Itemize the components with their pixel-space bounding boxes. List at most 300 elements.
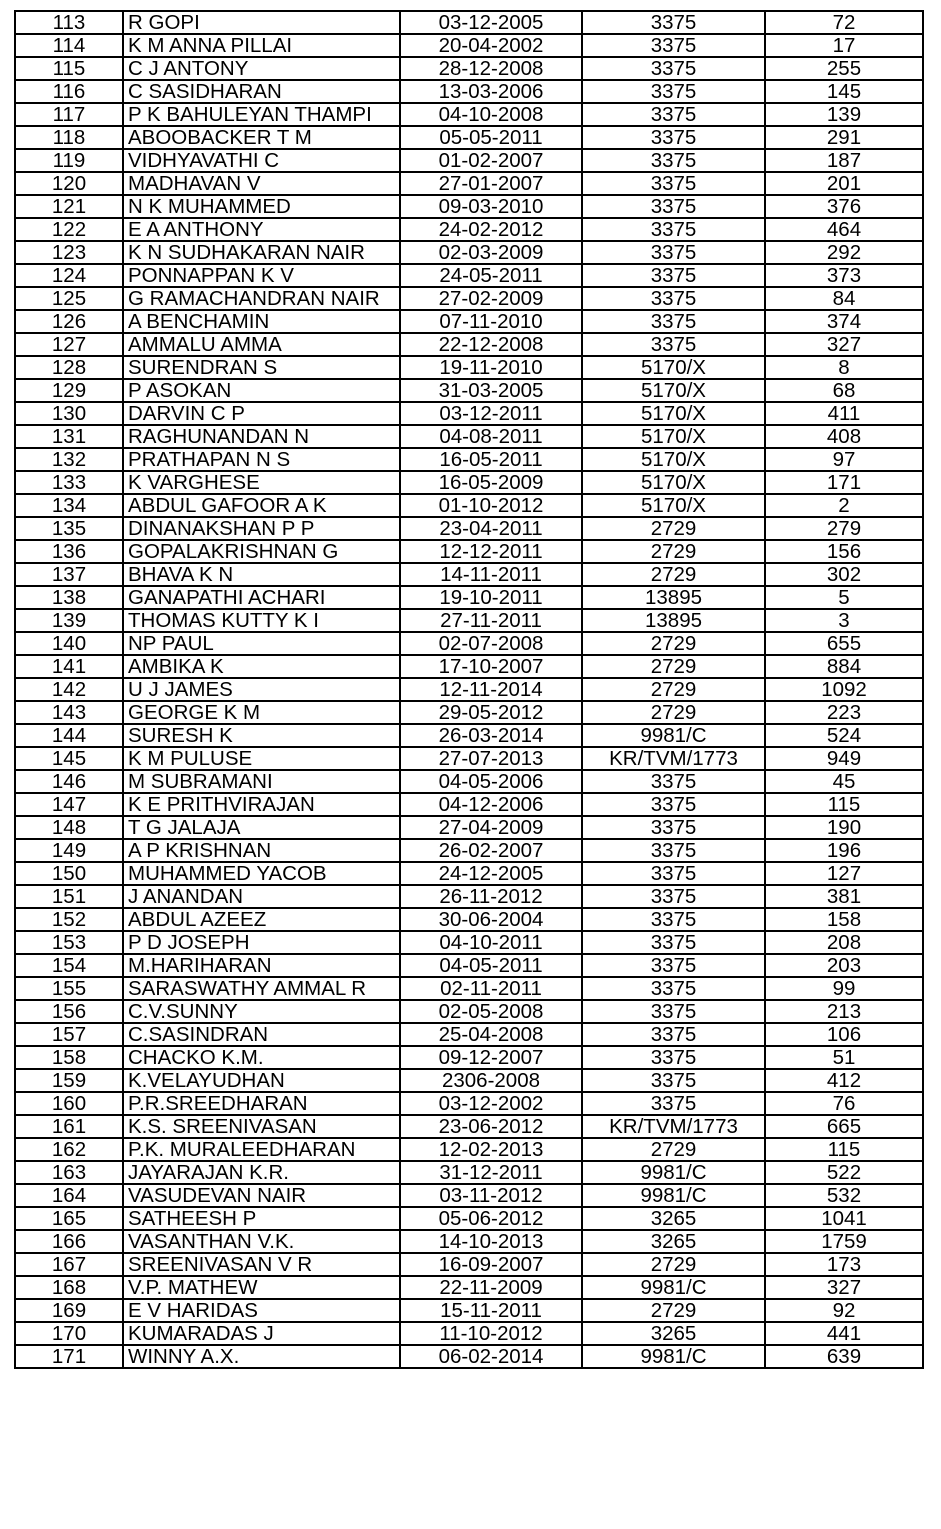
date-cell: 14-11-2011	[400, 563, 582, 586]
reference-cell: 3375	[582, 310, 765, 333]
reference-cell: 5170/X	[582, 425, 765, 448]
reference-cell: 3375	[582, 954, 765, 977]
number-cell: 1759	[765, 1230, 923, 1253]
table-row	[15, 356, 923, 379]
number-cell: 2	[765, 494, 923, 517]
serial-number-cell: 136	[15, 540, 123, 563]
serial-number-cell: 144	[15, 724, 123, 747]
table-row	[15, 57, 923, 80]
name-cell: P D JOSEPH	[123, 931, 400, 954]
table-row	[15, 655, 923, 678]
table-row	[15, 1069, 923, 1092]
serial-number-cell: 165	[15, 1207, 123, 1230]
date-cell: 02-05-2008	[400, 1000, 582, 1023]
reference-cell: 2729	[582, 678, 765, 701]
name-cell: ABDUL GAFOOR A K	[123, 494, 400, 517]
name-cell: K.VELAYUDHAN	[123, 1069, 400, 1092]
name-cell: AMMALU AMMA	[123, 333, 400, 356]
date-cell: 05-06-2012	[400, 1207, 582, 1230]
serial-number-cell: 132	[15, 448, 123, 471]
date-cell: 26-03-2014	[400, 724, 582, 747]
name-cell: SURESH K	[123, 724, 400, 747]
serial-number-cell: 117	[15, 103, 123, 126]
serial-number-cell: 122	[15, 218, 123, 241]
table-row	[15, 1092, 923, 1115]
date-cell: 23-04-2011	[400, 517, 582, 540]
name-cell: K N SUDHAKARAN NAIR	[123, 241, 400, 264]
table-row	[15, 103, 923, 126]
date-cell: 01-10-2012	[400, 494, 582, 517]
reference-cell: 3375	[582, 1046, 765, 1069]
reference-cell: 3375	[582, 908, 765, 931]
serial-number-cell: 113	[15, 11, 123, 34]
table-row	[15, 310, 923, 333]
date-cell: 23-06-2012	[400, 1115, 582, 1138]
name-cell: V.P. MATHEW	[123, 1276, 400, 1299]
serial-number-cell: 148	[15, 816, 123, 839]
date-cell: 20-04-2002	[400, 34, 582, 57]
name-cell: A P KRISHNAN	[123, 839, 400, 862]
serial-number-cell: 167	[15, 1253, 123, 1276]
date-cell: 16-05-2011	[400, 448, 582, 471]
serial-number-cell: 159	[15, 1069, 123, 1092]
number-cell: 464	[765, 218, 923, 241]
number-cell: 45	[765, 770, 923, 793]
number-cell: 302	[765, 563, 923, 586]
name-cell: ABDUL AZEEZ	[123, 908, 400, 931]
serial-number-cell: 134	[15, 494, 123, 517]
table-row	[15, 1207, 923, 1230]
name-cell: SATHEESH P	[123, 1207, 400, 1230]
table-row	[15, 80, 923, 103]
reference-cell: 5170/X	[582, 379, 765, 402]
table-row	[15, 563, 923, 586]
reference-cell: 3265	[582, 1322, 765, 1345]
table-row	[15, 1161, 923, 1184]
number-cell: 17	[765, 34, 923, 57]
serial-number-cell: 137	[15, 563, 123, 586]
table-row	[15, 218, 923, 241]
name-cell: DINANAKSHAN P P	[123, 517, 400, 540]
number-cell: 51	[765, 1046, 923, 1069]
serial-number-cell: 153	[15, 931, 123, 954]
name-cell: C.SASINDRAN	[123, 1023, 400, 1046]
table-row	[15, 379, 923, 402]
reference-cell: 3375	[582, 1092, 765, 1115]
reference-cell: 2729	[582, 1138, 765, 1161]
date-cell: 03-11-2012	[400, 1184, 582, 1207]
number-cell: 376	[765, 195, 923, 218]
serial-number-cell: 156	[15, 1000, 123, 1023]
reference-cell: 3375	[582, 333, 765, 356]
table-row	[15, 402, 923, 425]
name-cell: P.R.SREEDHARAN	[123, 1092, 400, 1115]
serial-number-cell: 123	[15, 241, 123, 264]
table-row	[15, 1345, 923, 1368]
number-cell: 5	[765, 586, 923, 609]
date-cell: 26-11-2012	[400, 885, 582, 908]
reference-cell: 3375	[582, 57, 765, 80]
reference-cell: 13895	[582, 609, 765, 632]
serial-number-cell: 140	[15, 632, 123, 655]
number-cell: 156	[765, 540, 923, 563]
serial-number-cell: 146	[15, 770, 123, 793]
date-cell: 26-02-2007	[400, 839, 582, 862]
name-cell: GOPALAKRISHNAN G	[123, 540, 400, 563]
table-row	[15, 241, 923, 264]
date-cell: 16-05-2009	[400, 471, 582, 494]
date-cell: 11-10-2012	[400, 1322, 582, 1345]
number-cell: 408	[765, 425, 923, 448]
reference-cell: 2729	[582, 1253, 765, 1276]
reference-cell: 3375	[582, 1023, 765, 1046]
reference-cell: 3375	[582, 931, 765, 954]
reference-cell: 3375	[582, 11, 765, 34]
serial-number-cell: 115	[15, 57, 123, 80]
name-cell: MUHAMMED YACOB	[123, 862, 400, 885]
reference-cell: 3375	[582, 218, 765, 241]
date-cell: 25-04-2008	[400, 1023, 582, 1046]
date-cell: 31-12-2011	[400, 1161, 582, 1184]
name-cell: VIDHYAVATHI C	[123, 149, 400, 172]
number-cell: 127	[765, 862, 923, 885]
date-cell: 05-05-2011	[400, 126, 582, 149]
date-cell: 04-10-2011	[400, 931, 582, 954]
serial-number-cell: 157	[15, 1023, 123, 1046]
table-row	[15, 701, 923, 724]
date-cell: 27-04-2009	[400, 816, 582, 839]
serial-number-cell: 127	[15, 333, 123, 356]
number-cell: 173	[765, 1253, 923, 1276]
number-cell: 327	[765, 1276, 923, 1299]
table-row	[15, 540, 923, 563]
date-cell: 06-02-2014	[400, 1345, 582, 1368]
number-cell: 1041	[765, 1207, 923, 1230]
date-cell: 03-12-2011	[400, 402, 582, 425]
serial-number-cell: 163	[15, 1161, 123, 1184]
serial-number-cell: 145	[15, 747, 123, 770]
table-row	[15, 195, 923, 218]
number-cell: 291	[765, 126, 923, 149]
serial-number-cell: 120	[15, 172, 123, 195]
table-row	[15, 1138, 923, 1161]
number-cell: 279	[765, 517, 923, 540]
serial-number-cell: 166	[15, 1230, 123, 1253]
reference-cell: 5170/X	[582, 356, 765, 379]
table-body	[15, 11, 923, 1368]
number-cell: 373	[765, 264, 923, 287]
number-cell: 187	[765, 149, 923, 172]
number-cell: 8	[765, 356, 923, 379]
serial-number-cell: 152	[15, 908, 123, 931]
date-cell: 12-11-2014	[400, 678, 582, 701]
table-row	[15, 632, 923, 655]
number-cell: 92	[765, 1299, 923, 1322]
reference-cell: 2729	[582, 1299, 765, 1322]
name-cell: A BENCHAMIN	[123, 310, 400, 333]
table-row	[15, 839, 923, 862]
reference-cell: 3375	[582, 241, 765, 264]
date-cell: 16-09-2007	[400, 1253, 582, 1276]
reference-cell: 3375	[582, 1000, 765, 1023]
serial-number-cell: 170	[15, 1322, 123, 1345]
date-cell: 04-05-2006	[400, 770, 582, 793]
table-row	[15, 126, 923, 149]
name-cell: P ASOKAN	[123, 379, 400, 402]
name-cell: C J ANTONY	[123, 57, 400, 80]
number-cell: 115	[765, 1138, 923, 1161]
number-cell: 411	[765, 402, 923, 425]
table-row	[15, 609, 923, 632]
serial-number-cell: 151	[15, 885, 123, 908]
reference-cell: 3265	[582, 1207, 765, 1230]
serial-number-cell: 128	[15, 356, 123, 379]
reference-cell: 3375	[582, 885, 765, 908]
serial-number-cell: 168	[15, 1276, 123, 1299]
reference-cell: 2729	[582, 632, 765, 655]
table-row	[15, 1046, 923, 1069]
number-cell: 76	[765, 1092, 923, 1115]
name-cell: E A ANTHONY	[123, 218, 400, 241]
table-row	[15, 34, 923, 57]
date-cell: 04-12-2006	[400, 793, 582, 816]
table-row	[15, 908, 923, 931]
reference-cell: 3375	[582, 195, 765, 218]
date-cell: 27-02-2009	[400, 287, 582, 310]
serial-number-cell: 125	[15, 287, 123, 310]
name-cell: P.K. MURALEEDHARAN	[123, 1138, 400, 1161]
name-cell: VASANTHAN V.K.	[123, 1230, 400, 1253]
serial-number-cell: 171	[15, 1345, 123, 1368]
reference-cell: 9981/C	[582, 1161, 765, 1184]
table-row	[15, 1276, 923, 1299]
reference-cell: 3375	[582, 80, 765, 103]
number-cell: 3	[765, 609, 923, 632]
date-cell: 17-10-2007	[400, 655, 582, 678]
number-cell: 327	[765, 333, 923, 356]
name-cell: CHACKO K.M.	[123, 1046, 400, 1069]
table-row	[15, 977, 923, 1000]
serial-number-cell: 149	[15, 839, 123, 862]
serial-number-cell: 129	[15, 379, 123, 402]
date-cell: 24-12-2005	[400, 862, 582, 885]
name-cell: THOMAS KUTTY K I	[123, 609, 400, 632]
table-row	[15, 931, 923, 954]
number-cell: 441	[765, 1322, 923, 1345]
number-cell: 1092	[765, 678, 923, 701]
date-cell: 09-03-2010	[400, 195, 582, 218]
name-cell: G RAMACHANDRAN NAIR	[123, 287, 400, 310]
number-cell: 374	[765, 310, 923, 333]
date-cell: 31-03-2005	[400, 379, 582, 402]
name-cell: K M PULUSE	[123, 747, 400, 770]
name-cell: SURENDRAN S	[123, 356, 400, 379]
date-cell: 12-02-2013	[400, 1138, 582, 1161]
reference-cell: 3375	[582, 816, 765, 839]
date-cell: 2306-2008	[400, 1069, 582, 1092]
table-row	[15, 1299, 923, 1322]
date-cell: 19-11-2010	[400, 356, 582, 379]
name-cell: KUMARADAS J	[123, 1322, 400, 1345]
serial-number-cell: 147	[15, 793, 123, 816]
name-cell: R GOPI	[123, 11, 400, 34]
reference-cell: 5170/X	[582, 494, 765, 517]
date-cell: 02-07-2008	[400, 632, 582, 655]
name-cell: BHAVA K N	[123, 563, 400, 586]
reference-cell: 3375	[582, 770, 765, 793]
date-cell: 02-03-2009	[400, 241, 582, 264]
reference-cell: 5170/X	[582, 471, 765, 494]
number-cell: 68	[765, 379, 923, 402]
reference-cell: 3375	[582, 126, 765, 149]
serial-number-cell: 139	[15, 609, 123, 632]
reference-cell: 2729	[582, 563, 765, 586]
table-row	[15, 1115, 923, 1138]
reference-cell: 3375	[582, 862, 765, 885]
serial-number-cell: 142	[15, 678, 123, 701]
number-cell: 522	[765, 1161, 923, 1184]
name-cell: U J JAMES	[123, 678, 400, 701]
table-row	[15, 1000, 923, 1023]
date-cell: 09-12-2007	[400, 1046, 582, 1069]
table-row	[15, 770, 923, 793]
reference-cell: 3375	[582, 793, 765, 816]
name-cell: VASUDEVAN NAIR	[123, 1184, 400, 1207]
reference-cell: 9981/C	[582, 1276, 765, 1299]
date-cell: 22-11-2009	[400, 1276, 582, 1299]
table-row	[15, 517, 923, 540]
reference-cell: 3375	[582, 977, 765, 1000]
reference-cell: 13895	[582, 586, 765, 609]
date-cell: 14-10-2013	[400, 1230, 582, 1253]
name-cell: SREENIVASAN V R	[123, 1253, 400, 1276]
number-cell: 139	[765, 103, 923, 126]
serial-number-cell: 150	[15, 862, 123, 885]
name-cell: M SUBRAMANI	[123, 770, 400, 793]
name-cell: PONNAPPAN K V	[123, 264, 400, 287]
date-cell: 04-05-2011	[400, 954, 582, 977]
table-row	[15, 1023, 923, 1046]
name-cell: NP PAUL	[123, 632, 400, 655]
reference-cell: 3375	[582, 287, 765, 310]
date-cell: 04-08-2011	[400, 425, 582, 448]
number-cell: 190	[765, 816, 923, 839]
reference-cell: 5170/X	[582, 448, 765, 471]
number-cell: 106	[765, 1023, 923, 1046]
table-row	[15, 471, 923, 494]
serial-number-cell: 116	[15, 80, 123, 103]
table-row	[15, 586, 923, 609]
date-cell: 29-05-2012	[400, 701, 582, 724]
name-cell: K VARGHESE	[123, 471, 400, 494]
serial-number-cell: 154	[15, 954, 123, 977]
name-cell: GEORGE K M	[123, 701, 400, 724]
number-cell: 97	[765, 448, 923, 471]
table-row	[15, 747, 923, 770]
number-cell: 949	[765, 747, 923, 770]
serial-number-cell: 164	[15, 1184, 123, 1207]
serial-number-cell: 141	[15, 655, 123, 678]
number-cell: 84	[765, 287, 923, 310]
number-cell: 201	[765, 172, 923, 195]
number-cell: 223	[765, 701, 923, 724]
name-cell: AMBIKA K	[123, 655, 400, 678]
table-row	[15, 862, 923, 885]
date-cell: 24-05-2011	[400, 264, 582, 287]
name-cell: WINNY A.X.	[123, 1345, 400, 1368]
table-row	[15, 885, 923, 908]
name-cell: ABOOBACKER T M	[123, 126, 400, 149]
date-cell: 03-12-2002	[400, 1092, 582, 1115]
serial-number-cell: 143	[15, 701, 123, 724]
table-row	[15, 172, 923, 195]
name-cell: T G JALAJA	[123, 816, 400, 839]
table-row	[15, 1322, 923, 1345]
number-cell: 639	[765, 1345, 923, 1368]
date-cell: 03-12-2005	[400, 11, 582, 34]
date-cell: 22-12-2008	[400, 333, 582, 356]
serial-number-cell: 114	[15, 34, 123, 57]
name-cell: J ANANDAN	[123, 885, 400, 908]
table-row	[15, 149, 923, 172]
serial-number-cell: 161	[15, 1115, 123, 1138]
reference-cell: 9981/C	[582, 1345, 765, 1368]
date-cell: 27-07-2013	[400, 747, 582, 770]
number-cell: 381	[765, 885, 923, 908]
date-cell: 19-10-2011	[400, 586, 582, 609]
reference-cell: 3375	[582, 172, 765, 195]
reference-cell: KR/TVM/1773	[582, 1115, 765, 1138]
table-row	[15, 1184, 923, 1207]
name-cell: RAGHUNANDAN N	[123, 425, 400, 448]
serial-number-cell: 169	[15, 1299, 123, 1322]
serial-number-cell: 126	[15, 310, 123, 333]
date-cell: 28-12-2008	[400, 57, 582, 80]
table-row	[15, 287, 923, 310]
reference-cell: 3375	[582, 34, 765, 57]
name-cell: K E PRITHVIRAJAN	[123, 793, 400, 816]
serial-number-cell: 155	[15, 977, 123, 1000]
reference-cell: 5170/X	[582, 402, 765, 425]
serial-number-cell: 119	[15, 149, 123, 172]
name-cell: GANAPATHI ACHARI	[123, 586, 400, 609]
name-cell: E V HARIDAS	[123, 1299, 400, 1322]
number-cell: 412	[765, 1069, 923, 1092]
reference-cell: 3375	[582, 839, 765, 862]
table-row	[15, 724, 923, 747]
number-cell: 884	[765, 655, 923, 678]
date-cell: 01-02-2007	[400, 149, 582, 172]
reference-cell: 3375	[582, 149, 765, 172]
reference-cell: 3375	[582, 1069, 765, 1092]
number-cell: 532	[765, 1184, 923, 1207]
number-cell: 196	[765, 839, 923, 862]
name-cell: C.V.SUNNY	[123, 1000, 400, 1023]
table-row	[15, 425, 923, 448]
date-cell: 12-12-2011	[400, 540, 582, 563]
number-cell: 99	[765, 977, 923, 1000]
serial-number-cell: 124	[15, 264, 123, 287]
date-cell: 27-01-2007	[400, 172, 582, 195]
reference-cell: 3375	[582, 103, 765, 126]
table-row	[15, 678, 923, 701]
serial-number-cell: 131	[15, 425, 123, 448]
reference-cell: 3375	[582, 264, 765, 287]
table-row	[15, 333, 923, 356]
number-cell: 213	[765, 1000, 923, 1023]
table-row	[15, 954, 923, 977]
name-cell: DARVIN C P	[123, 402, 400, 425]
